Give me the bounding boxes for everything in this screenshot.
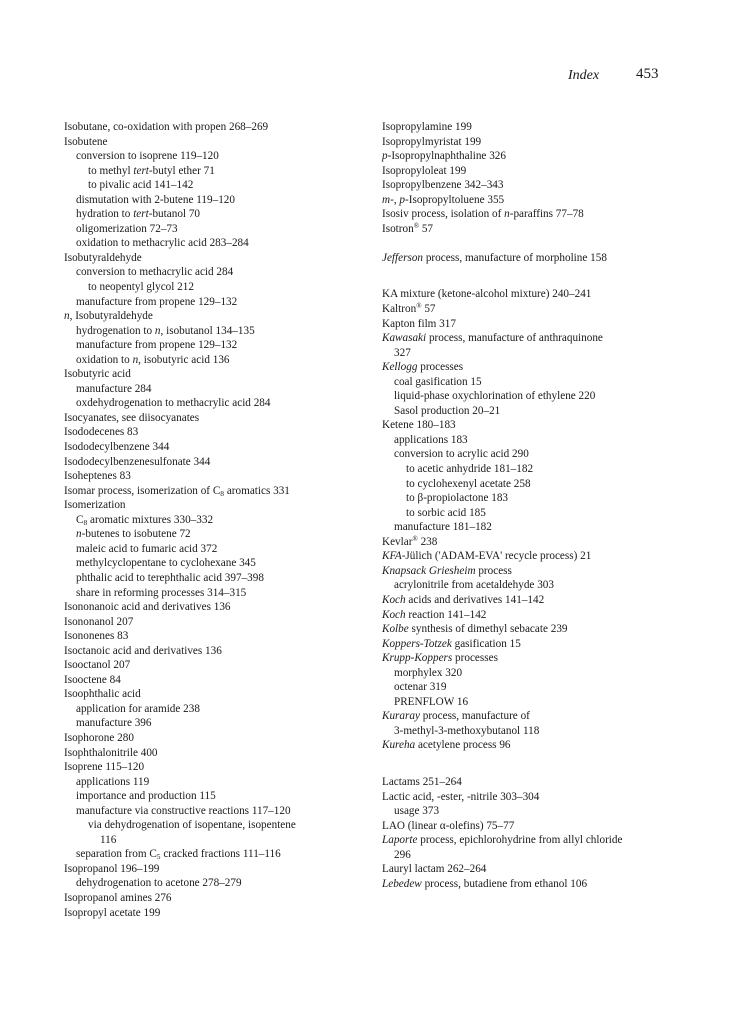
index-entry: oxdehydrogenation to methacrylic acid 284 <box>76 397 271 410</box>
index-entry: Isomerization <box>64 499 126 512</box>
index-entry: Kawasaki process, manufacture of anthraquinone <box>382 332 603 345</box>
index-entry: Krupp-Koppers processes <box>382 652 498 665</box>
index-entry: Lactams 251–264 <box>382 775 462 788</box>
index-section-gap <box>382 753 682 775</box>
index-entry: Isomar process, isomerization of $C_8$ aromatics 331 <box>64 484 290 498</box>
index-entry: Kevlar® 238 <box>382 534 438 548</box>
index-entry: oligomerization 72–73 <box>76 222 178 235</box>
index-entry: via dehydrogenation of isopentane, isopentene <box>88 819 296 832</box>
index-entry: Isopropylbenzene 342–343 <box>382 179 504 192</box>
index-entry: KFA-Jülich ('ADAM-EVA' recycle process) 21 <box>382 550 592 563</box>
index-entry: to sorbic acid 185 <box>406 506 486 519</box>
index-entry: liquid-phase oxychlorination of ethylene 220 <box>394 390 596 403</box>
index-entry: Kuraray process, manufacture of <box>382 710 530 723</box>
index-entry: Isooctanol 207 <box>64 659 131 672</box>
index-entry: Jefferson process, manufacture of morpholine 158 <box>382 251 607 264</box>
index-entry: KA mixture (ketone-alcohol mixture) 240–241 <box>382 288 592 301</box>
index-entry: Isononanol 207 <box>64 615 134 628</box>
index-entry: Isoheptenes 83 <box>64 470 131 483</box>
index-entry: hydrogenation to n, isobutanol 134–135 <box>76 324 255 337</box>
index-column-left <box>64 120 364 920</box>
index-entry: Isoophthalic acid <box>64 688 141 701</box>
index-entry: LAO (linear α-olefins) 75–77 <box>382 819 515 832</box>
index-entry: dismutation with 2-butene 119–120 <box>76 193 235 206</box>
index-entry: conversion to acrylic acid 290 <box>394 448 529 461</box>
index-entry: conversion to isoprene 119–120 <box>76 150 219 163</box>
index-entry: Isododecenes 83 <box>64 426 139 439</box>
index-entry: Lactic acid, -ester, -nitrile 303–304 <box>382 790 540 803</box>
index-entry: usage 373 <box>394 805 440 818</box>
index-entry: manufacture via constructive reactions 117–120 <box>76 804 291 817</box>
index-entry: Knapsack Griesheim process <box>382 564 512 577</box>
index-entry: Isophorone 280 <box>64 731 134 744</box>
index-entry: to neopentyl glycol 212 <box>88 281 194 294</box>
index-entry: Isopropanol amines 276 <box>64 891 172 904</box>
index-entry: acrylonitrile from acetaldehyde 303 <box>394 579 554 592</box>
index-entry: coal gasification 15 <box>394 375 482 388</box>
index-entry: Isobutyraldehyde <box>64 251 142 264</box>
index-entry: Isoprene 115–120 <box>64 761 145 774</box>
index-entry: Laporte process, epichlorohydrine from allyl chloride <box>382 834 623 847</box>
index-entry: Isopropyloleat 199 <box>382 164 467 177</box>
index-entry: Isophthalonitrile 400 <box>64 746 158 759</box>
index-entry: n-butenes to isobutene 72 <box>76 528 191 541</box>
index-entry: Kellogg processes <box>382 361 464 374</box>
index-entry: manufacture 181–182 <box>394 521 492 534</box>
index-entry: applications 119 <box>76 775 150 788</box>
index-section-gap <box>382 265 682 287</box>
index-entry: p-Isopropylnaphthaline 326 <box>382 150 506 163</box>
index-entry: m-, p-Isopropyltoluene 355 <box>382 193 505 206</box>
index-entry: Isobutene <box>64 135 108 148</box>
index-entry: Sasol production 20–21 <box>394 404 501 417</box>
index-entry: to β-propiolactone 183 <box>406 492 509 505</box>
index-entry: 296 <box>394 848 411 861</box>
index-entry: $C_8$ aromatic mixtures 330–332 <box>76 513 214 527</box>
index-entry: Isopropylamine 199 <box>382 121 472 133</box>
index-entry: octenar 319 <box>394 681 447 694</box>
index-entry: Koch reaction 141–142 <box>382 608 487 621</box>
index-entry: Isotron® 57 <box>382 221 434 235</box>
index-entry: to pivalic acid 141–142 <box>88 179 194 192</box>
index-entry: Isooctene 84 <box>64 673 121 686</box>
index-entry: share in reforming processes 314–315 <box>76 586 247 599</box>
index-entry: morphylex 320 <box>394 666 463 679</box>
index-entry: oxidation to methacrylic acid 283–284 <box>76 237 249 250</box>
index-entry: to cyclohexenyl acetate 258 <box>406 477 531 490</box>
index-entry: Isocyanates, see diisocyanates <box>64 411 200 424</box>
index-entry: manufacture from propene 129–132 <box>76 339 238 352</box>
index-entry: Isopropyl acetate 199 <box>64 906 161 919</box>
index-entry: methylcyclopentane to cyclohexane 345 <box>76 557 256 570</box>
index-section-gap <box>382 236 682 251</box>
index-entry: Kapton film 317 <box>382 317 456 330</box>
index-entry: Kureha acetylene process 96 <box>382 739 511 752</box>
index-entry: phthalic acid to terephthalic acid 397–398 <box>76 571 264 584</box>
index-entry: oxidation to n, isobutyric acid 136 <box>76 353 230 366</box>
index-entry: Isobutane, co-oxidation with propen 268–269 <box>64 121 269 133</box>
index-entry: 116 <box>100 833 117 846</box>
index-entry: applications 183 <box>394 433 468 446</box>
index-entry: manufacture from propene 129–132 <box>76 295 238 308</box>
running-header-title: Index <box>568 68 600 83</box>
index-entry: PRENFLOW 16 <box>394 695 469 708</box>
index-entry: Isononanoic acid and derivatives 136 <box>64 601 231 614</box>
index-entry: manufacture 284 <box>76 382 152 395</box>
index-entry: 3-methyl-3-methoxybutanol 118 <box>394 724 540 737</box>
index-entry: Kolbe synthesis of dimethyl sebacate 239 <box>382 623 568 636</box>
index-entry: Kaltron® 57 <box>382 302 436 316</box>
index-entry: maleic acid to fumaric acid 372 <box>76 542 218 555</box>
index-entry: separation from $C_5$ cracked fractions 111–116 <box>76 848 281 862</box>
index-entry: importance and production 115 <box>76 790 216 803</box>
index-entry: Ketene 180–183 <box>382 419 456 432</box>
index-entry: manufacture 396 <box>76 717 152 730</box>
index-entry: Koch acids and derivatives 141–142 <box>382 593 545 606</box>
index-entry: 327 <box>394 346 411 359</box>
index-column-right <box>382 120 682 891</box>
index-entry: application for aramide 238 <box>76 702 200 715</box>
index-entry: Isononenes 83 <box>64 630 129 643</box>
index-entry: Isopropylmyristat 199 <box>382 135 482 148</box>
index-entry: to acetic anhydride 181–182 <box>406 463 534 476</box>
index-entry: dehydrogenation to acetone 278–279 <box>76 877 242 890</box>
index-entry: Isosiv process, isolation of n-paraffins 77–78 <box>382 208 584 221</box>
index-entry: Isododecylbenzenesulfonate 344 <box>64 455 211 468</box>
index-entry: n, Isobutyraldehyde <box>64 310 153 323</box>
index-entry: Isopropanol 196–199 <box>64 862 160 875</box>
index-entry: Lebedew process, butadiene from ethanol 106 <box>382 877 588 890</box>
index-entry: Isobutyric acid <box>64 368 131 381</box>
index-entry: hydration to tert-butanol 70 <box>76 208 201 221</box>
index-entry: Isoctanoic acid and derivatives 136 <box>64 644 222 657</box>
index-entry: Isododecylbenzene 344 <box>64 441 170 454</box>
index-entry: to methyl tert-butyl ether 71 <box>88 164 215 177</box>
index-entry: conversion to methacrylic acid 284 <box>76 266 234 279</box>
index-entry: Koppers-Totzek gasification 15 <box>382 637 521 650</box>
index-entry: Lauryl lactam 262–264 <box>382 863 487 876</box>
page-number: 453 <box>636 66 659 82</box>
